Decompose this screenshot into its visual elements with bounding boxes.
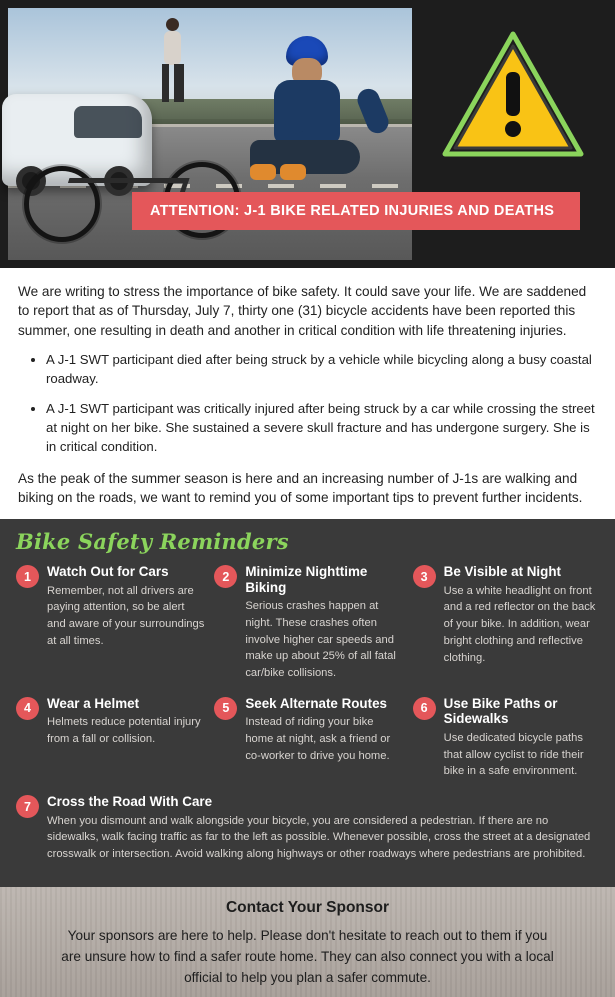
incident-list [28,351,599,457]
contact-heading: Contact Your Sponsor [225,898,390,916]
tip-number-badge: 5 [214,697,237,720]
contact-text: Your sponsors are here to help. Please don't hesitate to reach out to them if you are unsure how to find a safer route home. They can also connect you with a local official to help you plan a safer commute. [61,927,554,986]
tip-number-badge: 1 [16,565,39,588]
tip-text: Serious crashes happen at night. These crashes often involve higher car speeds and make up about 25% of all fatal car/bike collisions. [245,599,396,680]
runner-head [166,18,179,31]
runner-body [164,31,181,65]
tips-grid [16,564,601,873]
tip-number-badge: 6 [413,697,436,720]
warning-triangle-icon [441,28,585,160]
tip-body [47,794,601,863]
tip-title: Seek Alternate Routes [245,695,387,711]
tip-number-badge: 3 [413,565,436,588]
list-item: • A J-1 SWT participant died after being struck by a vehicle while bicycling along a busy coastal roadway. [46,351,599,388]
tip-item-2 [214,564,402,682]
tip-item-6 [413,696,601,780]
tip-text: Helmets reduce potential injury from a fall or collision. [47,716,201,746]
tip-body [245,696,402,780]
tip-item-4 [16,696,204,780]
hero-section [0,0,615,268]
cyclist-shoe-right [280,164,306,180]
tip-body [47,696,204,780]
cyclist-arm-left [282,86,320,137]
tip-text: Use dedicated bicycle paths that allow cyclist to ride their bike in a safe environment. [443,731,584,778]
tip-title: Watch Out for Cars [47,564,169,580]
cyclist-torso [274,80,340,144]
tip-body [444,564,601,682]
tip-title: Cross the Road With Care [47,794,213,810]
tip-item-5 [214,696,402,780]
tips-heading: Bike Safety Reminders [16,529,289,555]
tip-text: Use a white headlight on front and a red reflector on the back of your bike. In addition, wear bright clothing and reflective clothing. [443,584,596,664]
tip-title: Be Visible at Night [443,564,561,580]
tip-text: When you dismount and walk alongside your bicycle, you are considered a pedestrian. If there are no sidewalks, walk facing traffic as far to the left as possible. Whenever possible, cross the street at a designated crosswalk or intersection. Avoid walking along highways or other roadways where pedestrians are prohibited. [47,814,591,861]
contact-sponsor-section [0,887,615,997]
intro-section [0,268,615,519]
tip-text: Instead of riding your bike home at night, ask a friend or co-worker to drive you home. [245,716,391,762]
photo-injured-cyclist [244,36,364,196]
runner-legs [162,64,184,102]
tip-body [47,564,204,682]
intro-paragraph: We are writing to stress the importance of bike safety. It could save your life. We are saddened to report that as of Thursday, July 7, thirty one (31) bicycle accidents have been reported this summer, one resulting in death and another in critical condition with life threatening injuries. [18,284,587,338]
tip-body [245,564,402,682]
tip-item-3 [413,564,601,682]
tip-number-badge: 4 [16,697,39,720]
list-item: • A J-1 SWT participant was critically injured after being struck by a car while crossing the street at night on her bike. She sustained a severe skull fracture and has undergone surgery. She is in critical condition. [46,400,599,456]
tip-text: Remember, not all drivers are paying attention, so be alert and aware of your surroundings at all times. [47,584,205,647]
tip-item-7 [16,794,601,863]
tip-title: Use Bike Paths or Sidewalks [443,695,558,727]
photo-runner [156,18,190,104]
tip-title: Minimize Nighttime Biking [245,564,368,595]
cyclist-legs [250,140,360,174]
tip-body [444,696,601,780]
bike-safety-reminders-section [0,519,615,887]
tip-item-1 [16,564,204,682]
tip-number-badge: 2 [214,565,237,588]
attention-banner: ATTENTION: J-1 BIKE RELATED INJURIES AND DEATHS [132,192,580,230]
intro-closing-paragraph: As the peak of the summer season is here and an increasing number of J-1s are walking and biking on the roads, we want to remind you of some important tips to prevent further incidents. [18,470,583,505]
tip-title: Wear a Helmet [47,695,140,711]
tip-number-badge: 7 [16,795,39,818]
